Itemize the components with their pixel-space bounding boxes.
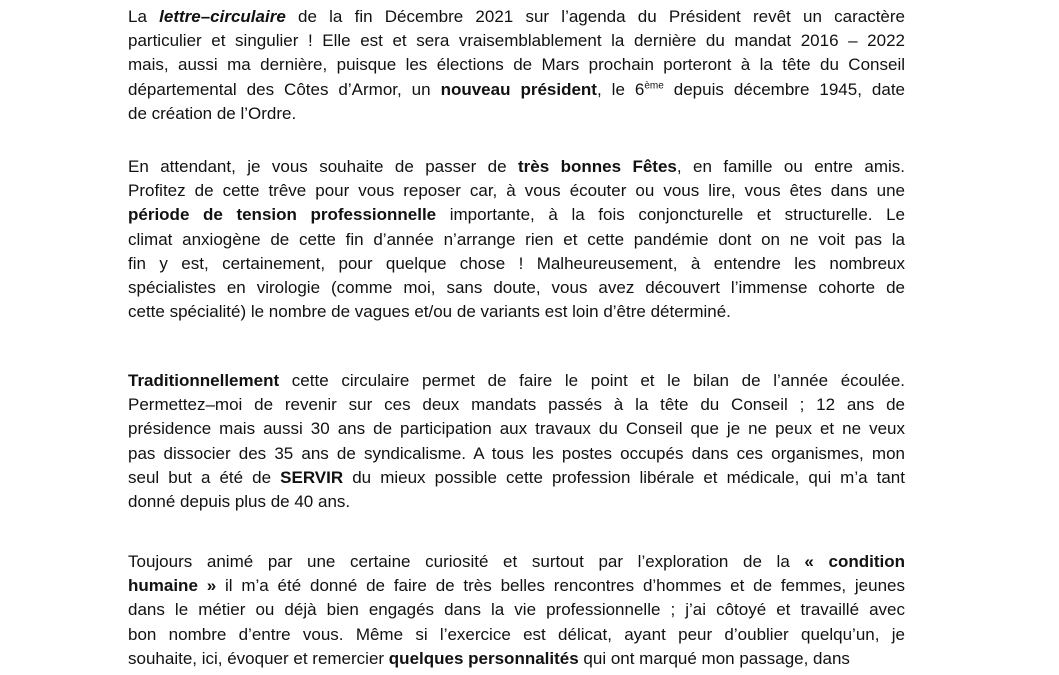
text-run: , le 6 (596, 79, 645, 99)
text-line (128, 179, 905, 203)
text-run: importante, à la fois conjoncturelle et structurelle. Le (436, 205, 905, 225)
paragraph-encounters (128, 550, 905, 671)
paragraph-wishes (128, 155, 905, 324)
text-line (128, 647, 905, 671)
text-line (128, 442, 905, 466)
text-run: , en famille ou entre amis. (676, 157, 905, 176)
paragraph-intro (128, 5, 905, 126)
text-run: présidence mais aussi 30 ans de participation aux travaux du Conseil que je ne peux et ne veux (128, 419, 905, 439)
text-run: du mieux possible cette profession libérale et médicale, qui m’a tant (343, 467, 905, 487)
text-line (128, 29, 905, 53)
text-run: particulier et singulier ! Elle est et sera vraisemblablement la dernière du mandat 2016 – 2022 (128, 31, 905, 51)
text-run: dans le métier ou déjà bien engagés dans la vie professionnelle ; j’ai côtoyé et travaillé avec (128, 600, 905, 620)
emphasis-text: humaine » (128, 576, 217, 596)
text-run: La (128, 7, 160, 26)
text-run: de la fin Décembre 2021 sur l’agenda du Président revêt un caractère (285, 7, 905, 26)
emphasis-text: « condition (804, 552, 905, 571)
text-line (128, 369, 905, 393)
text-run: souhaite, ici, évoquer et remercier (128, 648, 389, 668)
text-line (128, 466, 905, 490)
text-run: climat anxiogène de cette fin d’année n’arrange rien et cette pandémie dont on ne voit pas la (128, 229, 905, 249)
text-run: Profitez de cette trêve pour vous reposer car, à vous écouter ou vous lire, vous êtes dans une (128, 181, 905, 201)
text-line (128, 574, 905, 598)
text-run: depuis décembre 1945, date (663, 79, 905, 99)
text-line (128, 53, 905, 77)
text-run: donné depuis plus de 40 ans. (128, 492, 351, 512)
text-run: mais, aussi ma dernière, puisque les élections de Mars prochain porteront à la tête du Conseil (128, 55, 905, 75)
text-line (128, 623, 905, 647)
emphasis-text: période de tension professionnelle (128, 205, 437, 225)
paragraph-tradition (128, 369, 905, 514)
text-run: il m’a été donné de faire de très belles rencontres d’hommes et de femmes, jeunes (216, 576, 905, 596)
emphasis-text: lettre–circulaire (159, 7, 286, 26)
text-line (128, 5, 905, 29)
text-run: départemental des Côtes d’Armor, un (128, 79, 441, 99)
text-line (128, 276, 905, 300)
text-line (128, 598, 905, 622)
superscript-text: ème (644, 79, 664, 91)
text-run: cette circulaire permet de faire le point et le bilan de l’année écoulée. (279, 371, 905, 390)
text-run: de création de l’Ordre. (128, 103, 297, 123)
emphasis-text: quelques personnalités (388, 648, 579, 668)
text-line (128, 550, 905, 574)
text-line (128, 300, 905, 324)
text-run: Permettez–moi de revenir sur ces deux mandats passés à la tête du Conseil ; 12 ans de (128, 395, 905, 415)
emphasis-text: nouveau président (440, 79, 597, 99)
text-line (128, 490, 905, 514)
text-run: qui ont marqué mon passage, dans (578, 648, 850, 668)
text-line (128, 102, 905, 126)
text-run: pas dissocier des 35 ans de syndicalisme. A tous les postes occupés dans ces organismes, mon (128, 443, 905, 463)
text-run: En attendant, je vous souhaite de passer de (128, 157, 518, 176)
emphasis-text: Traditionnellement (128, 371, 280, 390)
text-run: bon nombre d’entre vous. Même si l’exercice est délicat, ayant peur d’oublier quelqu’un, je (128, 624, 905, 644)
text-line (128, 252, 905, 276)
text-line (128, 228, 905, 252)
text-run: Toujours animé par une certaine curiosité et surtout par l’exploration de la (128, 552, 805, 571)
text-run: seul but a été de (128, 467, 281, 487)
text-line (128, 78, 905, 102)
text-line (128, 417, 905, 441)
text-run: cette spécialité) le nombre de vagues et/ou de variants est loin d’être déterminé. (128, 302, 731, 322)
text-run: fin y est, certainement, pour quelque chose ! Malheureusement, à entendre les nombreux (128, 253, 905, 273)
text-line (128, 155, 905, 179)
text-line (128, 203, 905, 227)
emphasis-text: très bonnes Fêtes (518, 157, 677, 176)
emphasis-text: SERVIR (280, 467, 344, 487)
text-run: spécialistes en virologie (comme moi, sans doute, vous avez découvert l’immense cohorte de (128, 278, 905, 298)
text-line (128, 393, 905, 417)
